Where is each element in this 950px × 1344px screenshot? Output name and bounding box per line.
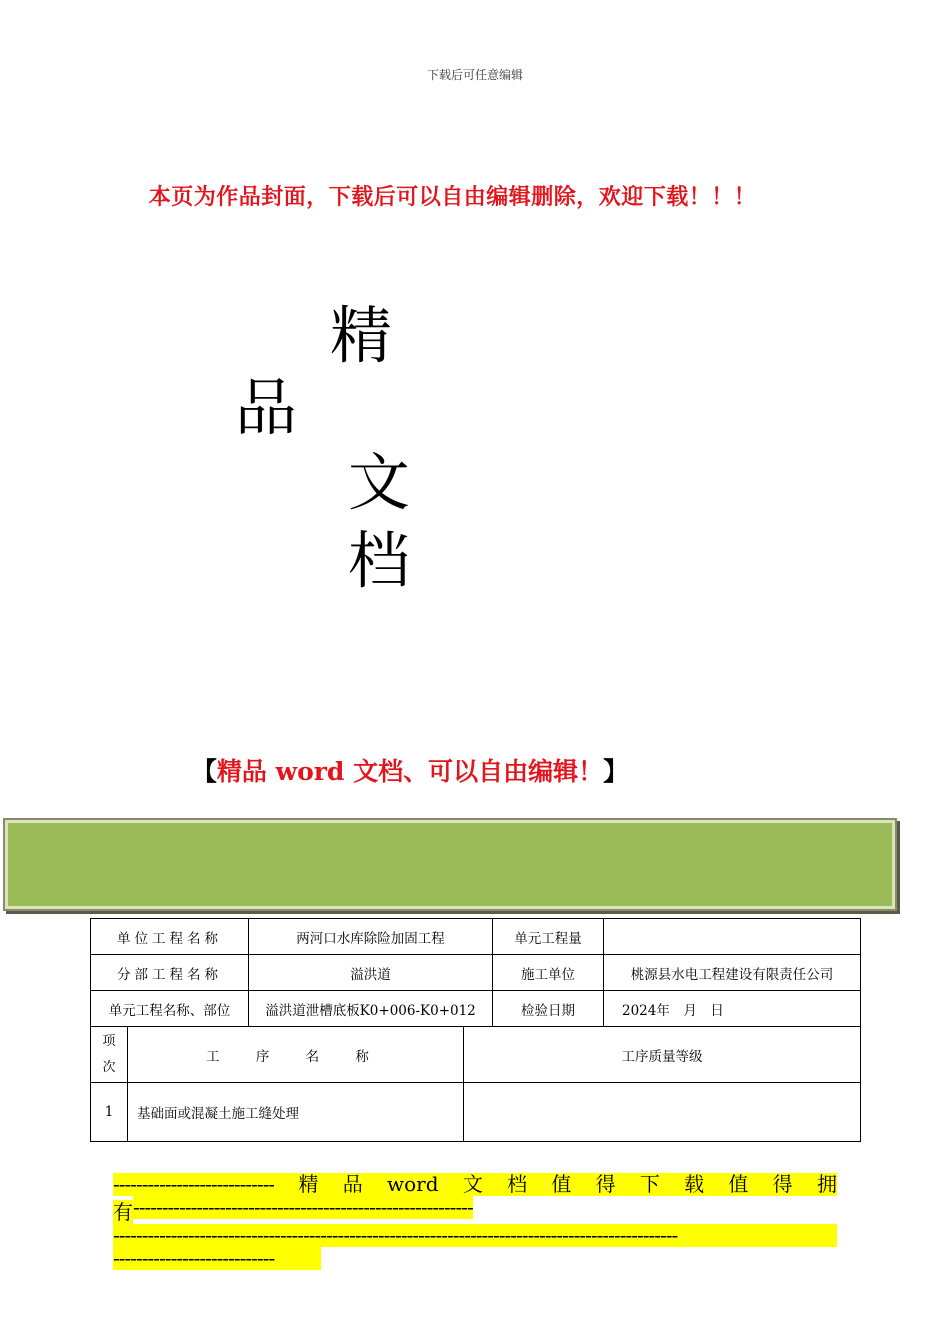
cover-char-dang: 档 bbox=[348, 524, 411, 597]
label-unit-project: 单位工程名称 bbox=[91, 919, 249, 955]
footer-dashes-1: ---------------------------- bbox=[113, 1173, 275, 1196]
value-unit-project: 两河口水库除险加固工程 bbox=[249, 919, 493, 955]
footer-word: 值 bbox=[728, 1172, 749, 1196]
footer-highlight bbox=[113, 1173, 837, 1275]
row-grade bbox=[464, 1083, 861, 1142]
footer-dashes-3: -------------------------------------------------------------------------------------------------- bbox=[113, 1224, 837, 1247]
table-row bbox=[91, 1083, 861, 1142]
footer-word: 值 bbox=[551, 1172, 572, 1196]
value-inspection-date: 2024年 月 日 bbox=[604, 991, 861, 1027]
footer-line-1 bbox=[113, 1173, 837, 1196]
label-contractor: 施工单位 bbox=[493, 955, 604, 991]
footer-word: 文 bbox=[462, 1172, 483, 1196]
header-index: 项次 bbox=[91, 1027, 128, 1083]
cover-char-jing: 精 bbox=[330, 299, 393, 372]
footer-word: 得 bbox=[595, 1172, 616, 1196]
footer-dashes-2: ----------------------------------------------------------- bbox=[133, 1196, 473, 1219]
promo-open-bracket: 【 bbox=[191, 757, 217, 786]
promo-line bbox=[0, 752, 820, 788]
row-process: 基础面或混凝土施工缝处理 bbox=[128, 1083, 464, 1142]
label-element-location: 单元工程名称、部位 bbox=[91, 991, 249, 1027]
footer-word: 精 bbox=[298, 1172, 319, 1196]
footer-line-4 bbox=[113, 1247, 837, 1275]
items-table bbox=[90, 1026, 861, 1142]
footer-word: word bbox=[387, 1172, 439, 1196]
label-unit-quantity: 单元工程量 bbox=[493, 919, 604, 955]
table-row bbox=[91, 991, 861, 1027]
value-sub-project: 溢洪道 bbox=[249, 955, 493, 991]
green-banner bbox=[3, 818, 897, 911]
value-contractor: 桃源县水电工程建设有限责任公司 bbox=[604, 955, 861, 991]
footer-word: 下 bbox=[639, 1172, 660, 1196]
footer-word: 拥 bbox=[816, 1172, 837, 1196]
table-row bbox=[91, 919, 861, 955]
footer-word: 得 bbox=[772, 1172, 793, 1196]
promo-text: 精品 word 文档、可以自由编辑！ bbox=[216, 757, 604, 786]
value-unit-quantity bbox=[604, 919, 861, 955]
footer-word: 档 bbox=[507, 1172, 528, 1196]
value-element-location: 溢洪道泄槽底板K0+006-K0+012 bbox=[249, 991, 493, 1027]
header-process: 工 序 名 称 bbox=[128, 1027, 464, 1083]
promo-close-bracket: 】 bbox=[603, 757, 629, 786]
info-table bbox=[90, 918, 861, 1027]
cover-char-pin: 品 bbox=[235, 371, 298, 444]
footer-word: 载 bbox=[684, 1172, 705, 1196]
cover-char-wen: 文 bbox=[348, 446, 411, 519]
footer-line-2 bbox=[113, 1196, 837, 1224]
cover-notice: 本页为作品封面，下载后可以自由编辑删除，欢迎下载！！！ bbox=[148, 184, 757, 210]
footer-dashes-4: ---------------------------- bbox=[113, 1247, 321, 1270]
table-header-row bbox=[91, 1027, 861, 1083]
row-index: 1 bbox=[91, 1083, 128, 1142]
header-grade: 工序质量等级 bbox=[464, 1027, 861, 1083]
label-inspection-date: 检验日期 bbox=[493, 991, 604, 1027]
footer-line2-start: 有 bbox=[113, 1200, 133, 1224]
footer-word: 品 bbox=[342, 1172, 363, 1196]
label-sub-project: 分部工程名称 bbox=[91, 955, 249, 991]
table-row bbox=[91, 955, 861, 991]
header-note: 下载后可任意编辑 bbox=[426, 68, 523, 82]
